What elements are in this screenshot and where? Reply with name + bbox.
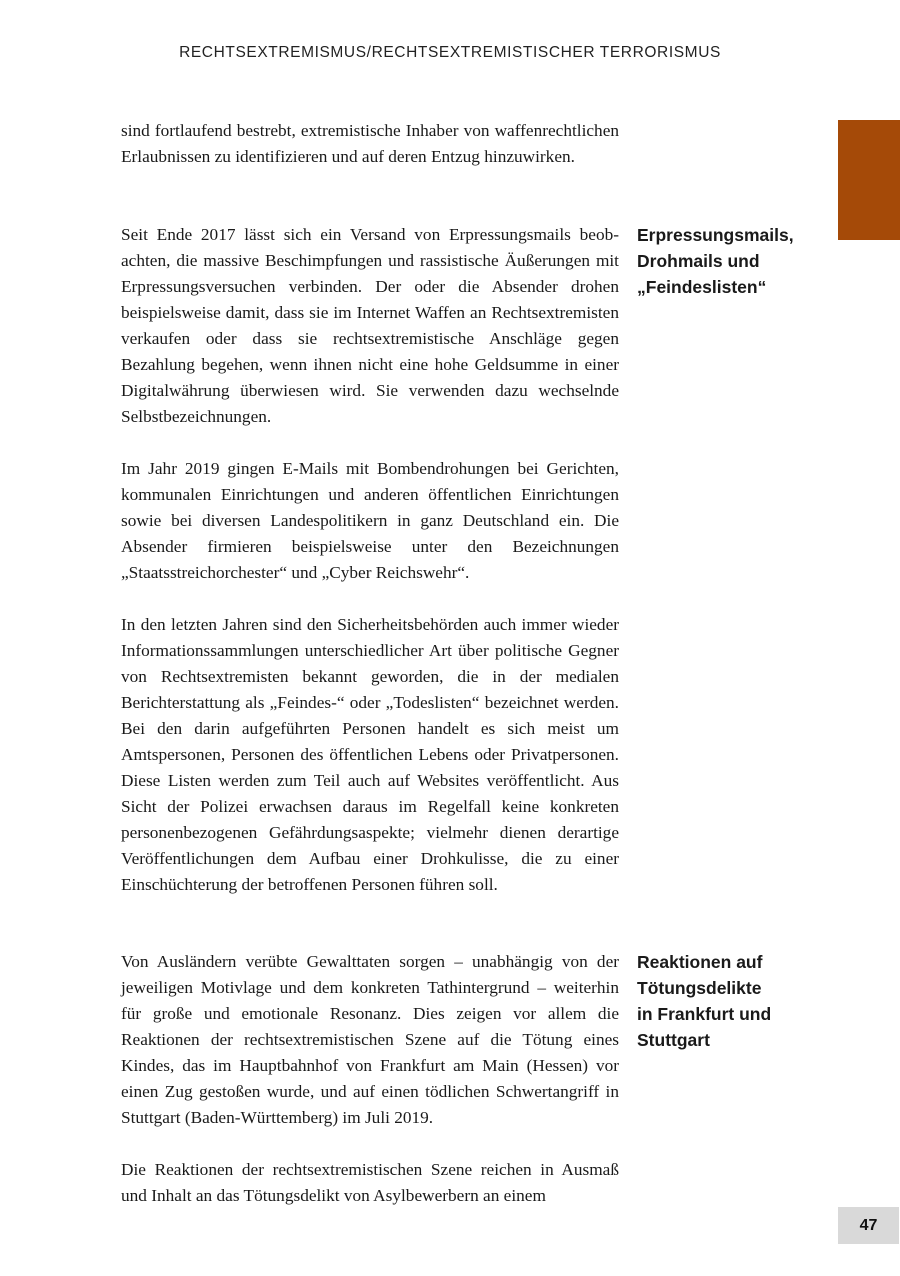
paragraph-text: Die Reaktionen der rechtsextremistischen Szene reichen in Ausmaß und Inhalt an das Tötungsdelikt von Asylbewerbern an einem (121, 1160, 619, 1205)
paragraph-3 (121, 456, 619, 586)
marginal-note-line: „Feindeslisten“ (637, 277, 767, 297)
paragraph-6 (121, 1157, 619, 1209)
chapter-tab-marker (838, 120, 900, 240)
marginal-note-line: Stuttgart (637, 1030, 710, 1050)
marginal-note-reaktionen (637, 949, 807, 1053)
paragraph-text: In den letzten Jahren sind den Sicherheitsbehörden auch immer wieder Informationssammlungen unterschiedlicher Art über politische Gegner von Rechtsextremisten bekannt geworden, die in der medialen Berichterstattung als „Feindes-“ oder „Todeslisten“ bezeichnet werden. Bei den darin aufgeführten Personen handelt es sich meist um Amtspersonen, Personen des öffentlichen Lebens oder Privatpersonen. Diese Listen werden zum Teil auch auf Websites veröffentlicht. Aus Sicht der Polizei erwachsen daraus im Regelfall keine konkreten personenbezogenen Gefährdungsaspekte; vielmehr dienen derartige Veröffentlichungen dem Aufbau einer Drohkulisse, die zu einer Einschüchterung der betroffenen Personen führen soll. (121, 615, 619, 894)
paragraph-text: sind fortlaufend bestrebt, extremistische Inhaber von waffenrechtlichen Erlaubnissen zu identifizieren und auf deren Entzug hinzuwirken. (121, 121, 619, 166)
paragraph-2 (121, 222, 619, 430)
marginal-note-line: Reaktionen auf (637, 952, 763, 972)
paragraph-5 (121, 949, 619, 1131)
paragraph-4 (121, 612, 619, 898)
paragraph-1 (121, 118, 619, 170)
page-number: 47 (838, 1207, 899, 1244)
marginal-note-erpressungsmails (637, 222, 807, 300)
marginal-note-line: in Frankfurt und (637, 1004, 772, 1024)
paragraph-text: Seit Ende 2017 lässt sich ein Versand von Erpressungsmails beobachten, die massive Beschimpfungen und rassistische Äußerungen mit Erpressungsversuchen verbinden. Der oder die Absender drohen beispielsweise damit, dass sie im Internet Waffen an Rechtsextremisten verkaufen oder dass sie rechtsextremistische Anschläge gegen Bezahlung begehen, wenn ihnen nicht eine hohe Geldsumme in einer Digitalwährung überwiesen wird. Sie verwenden dazu wechselnde Selbstbezeichnungen. (121, 225, 619, 426)
paragraph-text: Im Jahr 2019 gingen E-Mails mit Bombendrohungen bei Gerichten, kommunalen Einrichtungen und anderen öffentlichen Einrichtungen sowie bei diversen Landespolitikern in ganz Deutschland ein. Die Absender firmieren beispielsweise unter den Bezeichnungen „Staatsstreichorchester“ und „Cyber Reichswehr“. (121, 459, 619, 582)
marginal-note-line: Drohmails und (637, 251, 760, 271)
marginal-note-line: Tötungsdelikte (637, 978, 762, 998)
paragraph-text: Von Ausländern verübte Gewalttaten sorgen – unabhängig von der jeweiligen Motivlage und dem konkreten Tathintergrund – weiterhin für große und emotionale Resonanz. Dies zeigen vor allem die Reaktionen der rechtsextremistischen Szene auf die Tötung eines Kindes, das im Hauptbahnhof von Frankfurt am Main (Hessen) vor einen Zug gestoßen wurde, und auf einen tödlichen Schwertangriff in Stuttgart (Baden-Württemberg) im Juli 2019. (121, 952, 619, 1127)
running-header: RECHTSEXTREMISMUS/RECHTSEXTREMISTISCHER TERRORISMUS (179, 44, 721, 61)
marginal-note-line: Erpressungsmails, (637, 225, 794, 245)
